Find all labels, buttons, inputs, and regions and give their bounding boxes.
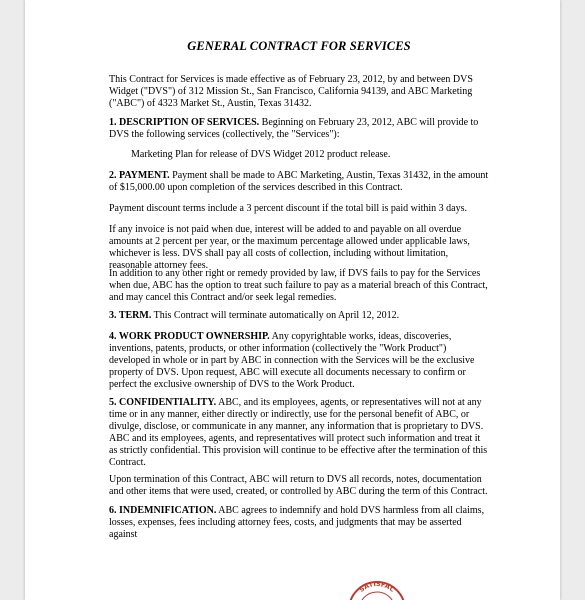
section-heading: 6. INDEMNIFICATION.: [109, 505, 217, 516]
document-page: [25, 0, 560, 600]
intro-paragraph: This Contract for Services is made effective as of February 23, 2012, by and between DVS Widget ("DVS") of 312 Mission St., San Francisco, California 94139, and ABC Marketing ("ABC") of 4323 Market St., Austin, Texas 31432.: [109, 74, 473, 109]
seal-icon: [347, 580, 407, 600]
services-item: [131, 149, 489, 161]
document-title: GENERAL CONTRACT FOR SERVICES: [187, 39, 411, 53]
return-records-paragraph: [109, 474, 489, 498]
section-description: [109, 117, 489, 141]
section-text: In addition to any other right or remedy provided by law, if DVS fails to pay for the Services when due, ABC has the option to treat such failure to pay as a material breach of this Contract, and may cancel this Contract and/or seek legal remedies.: [109, 268, 488, 303]
section-text: Upon termination of this Contract, ABC will return to DVS all records, notes, documentation and other items that were used, created, or controlled by ABC during the term of this Contract.: [109, 474, 488, 497]
remedy-paragraph: [109, 268, 489, 304]
section-text: Payment discount terms include a 3 percent discount if the total bill is paid within 3 days.: [109, 203, 467, 214]
section-heading: 3. TERM.: [109, 310, 152, 321]
section-term: [109, 310, 489, 322]
section-work-product: [109, 331, 489, 391]
section-text: This Contract will terminate automatically on April 12, 2012.: [151, 310, 400, 321]
section-heading: 1. DESCRIPTION OF SERVICES.: [109, 117, 260, 128]
section-text: Marketing Plan for release of DVS Widget 2012 product release.: [131, 149, 391, 160]
satisfaction-seal-logo: [347, 580, 407, 600]
section-text: Beginning on February 23, 2012, ABC will provide to DVS the following services (collectively, the "Services"):: [109, 117, 479, 140]
section-confidentiality: [109, 397, 489, 469]
section-text: If any invoice is not paid when due, interest will be added to and payable on all overdue amounts at 2 percent per year, or the maximum percentage allowed under applicable laws, whichever is less. DVS shall pay all costs of collection, including without limitation, reasonable attorney fees.: [109, 224, 470, 271]
section-text: Payment shall be made to ABC Marketing, Austin, Texas 31432, in the amount of $15,000.00 upon completion of the services described in this Contract.: [109, 170, 489, 193]
section-heading: 4. WORK PRODUCT OWNERSHIP.: [109, 331, 270, 342]
overdue-paragraph: [109, 224, 489, 272]
section-text: ABC agrees to indemnify and hold DVS harmless from all claims, losses, expenses, fees including attorney fees, costs, and judgments that may be asserted against: [109, 505, 485, 540]
payment-discount-paragraph: [109, 203, 489, 215]
section-heading: 2. PAYMENT.: [109, 170, 170, 181]
seal-text: SATISFAC: [357, 580, 397, 594]
section-text: Any copyrightable works, ideas, discoveries, inventions, patents, products, or other information (collectively the "Work Product") developed in whole or in part by ABC in connection with the Services will be the exclusive property of DVS. Upon request, ABC will execute all documents necessary to confirm or perfect the exclusive ownership of DVS to the Work Product.: [109, 331, 475, 390]
section-text: ABC, and its employees, agents, or representatives will not at any time or in any manner, either directly or indirectly, use for the personal benefit of ABC, or divulge, disclose, or communicate in any manner, any information that is proprietary to DVS. ABC and its employees, agents, and representatives will protect such information and treat it as strictly confidential. This provision will continue to be effective after the termination of this Contract.: [109, 397, 488, 468]
section-heading: 5. CONFIDENTIALITY.: [109, 397, 217, 408]
section-indemnification: [109, 505, 489, 541]
section-payment: [109, 170, 489, 194]
